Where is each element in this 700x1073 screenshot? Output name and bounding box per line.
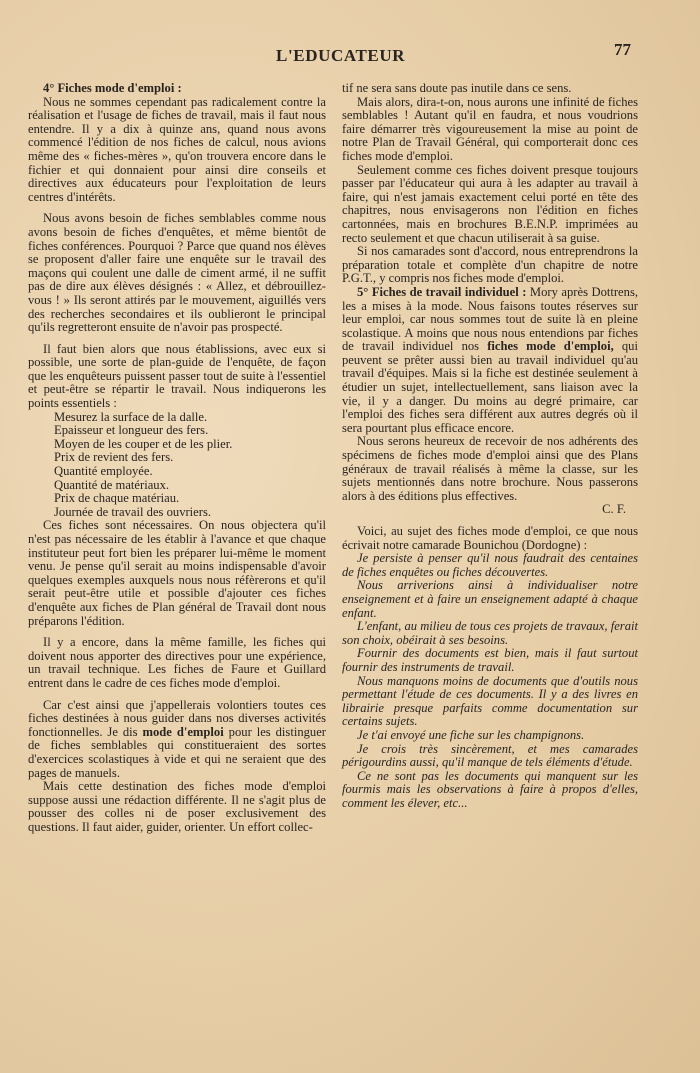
page-header [0,40,700,70]
text-run: Mory après Dottrens, les a mises à la mode. Nous faisons toutes réserves sur leur emploi, car nous sommes tout de suite là en pleine scolastique. A moins que nous nous entendions par fiches de travail individuel nos [342,284,638,354]
text-run: qui peuvent se prêter aussi bien au travail individuel qu'au travail d'équipes. Mais si la fiche est destinée seulement à étudier un sujet, intellectuellement, sans liaison avec la vie, il y a danger. Du moins au degré primaire, car l'emploi des fiches sera différent aux autres degrés où il sera pourtant plus efficace encore. [342,339,638,435]
paragraph: Nous ne sommes cependant pas radicalement contre la réalisation et l'usage de fiches de travail, mais il faut nous entendre. Il y a dix à quinze ans, quand nous avons commencé l'édition de nos fiches de calcul, nous avions même des « fiches-mères », qu'on trouvera encore dans le fichier et qui donnaient pour ainsi dire conseils et directives aux éducateurs pour l'exploitation de leurs centres d'intérêts. [28,94,326,204]
paragraph: Nous avons besoin de fiches semblables comme nous avons besoin de fiches d'enquêtes, et même bientôt de fiches conférences. Pourquoi ? Parce que quand nos élèves se proposent d'aller faire une enquête sur le travail des maçons qui coulent une dalle de ciment armé, il ne suffit pas de dire aux élèves désignés : « Allez, et débrouillez-vous ! » Ils seront attirés par le mouvement, aiguillés vers des recherches secondaires et ils oublieront le principal qu'ils regretteront ensuite de n'avoir pas prospecté. [28,211,326,335]
quote-paragraph: Je persiste à penser qu'il nous faudrait des centaines de fiches enquêtes ou fiches découvertes. [342,551,638,579]
paragraph: Mais alors, dira-t-on, nous aurons une infinité de fiches semblables ! Autant qu'il en faudra, et nous voudrions faire démarrer très vigoureusement la mise au point de notre Plan de Travail Général, qui comporterait donc ces fiches mode d'emploi. [342,94,638,163]
paragraph: Seulement comme ces fiches doivent presque toujours passer par l'éducateur qui aura à les adapter au travail à faire, qui n'est jamais exactement celui porté en tête des chapitres, nous envisagerons non l'édition en fiches cartonnées, mais en brochures B.E.N.P. imprimées au recto seulement et que chacun utiliserait à sa guise. [342,162,638,245]
quote-paragraph: Nous arriverions ainsi à individualiser notre enseignement et à faire un enseignement adapté à chaque enfant. [342,578,638,620]
list-item: Quantité employée. [54,464,153,479]
quote-paragraph: L'enfant, au milieu de tous ces projets de travaux, ferait son choix, obéirait à ses besoins. [342,619,638,647]
list-item: Epaisseur et longueur des fers. [54,423,209,438]
essential-points-list [28,411,326,520]
list-item: Prix de revient des fers. [54,450,174,465]
paragraph: Nous serons heureux de recevoir de nos adhérents des spécimens de fiches mode d'emploi ainsi que des Plans généraux de travail réalisés à même la classe, sur les sujets mentionnés dans notre brochure. Nous passerons alors à des éditions plus effectives. [342,434,638,503]
paragraph: Il faut bien alors que nous établissions, avec eux si possible, une sorte de plan-guide de l'enquête, de façon que les enquêteurs puissent passer tout de suite à l'essentiel et peut-être se répartir le travail. Nous indiquerons les points essentiels : [28,341,326,411]
paragraph: Voici, au sujet des fiches mode d'emploi, ce que nous écrivait notre camarade Bounichou (Dordogne) : [342,524,638,552]
paragraph: tif ne sera sans doute pas inutile dans ce sens. [342,81,572,95]
paragraph [28,699,326,781]
quote-paragraph: Fournir des documents est bien, mais il faut surtout fournir des instruments de travail. [342,646,638,674]
quoted-letter [342,552,638,810]
signature: C. F. [602,502,626,517]
paragraph: Il y a encore, dans la même famille, les fiches qui doivent nous apporter des directives pour une expérience, un travail technique. Les fiches de Faure et Guillard entrent dans le cadre de ces fiches mode d'emploi. [28,635,326,690]
paragraph: Mais cette destination des fiches mode d'emploi suppose aussi une rédaction différente. Il ne s'agit plus de pousser des colles ni de poser exclusivement des questions. Il faut aider, guider, orienter. Un effort collec- [28,779,326,834]
quote-paragraph: Je t'ai envoyé une fiche sur les champignons. [357,727,585,742]
text-run: Car c'est ainsi que j'appellerais volontiers toutes ces fiches destinées à nous guider dans nos diverses activités fonctionnelles. Je dis [28,697,326,739]
quote-paragraph: Je crois très sincèrement, et mes camarades périgourdins aussi, qu'il manque de tels éléments d'étude. [342,741,638,770]
page-number: 77 [614,40,631,59]
list-item: Journée de travail des ouvriers. [54,504,212,519]
paragraph: Si nos camarades sont d'accord, nous entreprendrons la préparation totale et complète d'un chapitre de notre P.G.T., y compris nos fiches mode d'emploi. [342,244,638,286]
journal-title: L'EDUCATEUR [276,46,406,65]
text-run: pour les distinguer de fiches semblables qui constitueraient des sortes d'exercices scolastiques à vide et qui ne seraient que des pages de manuels. [28,724,326,780]
right-column [342,82,638,810]
list-item: Moyen de les couper et de les plier. [54,436,233,451]
quote-paragraph: Ce ne sont pas les documents qui manquent sur les fourmis mais les observations à faire à propos d'elles, comment les élever, etc... [342,768,638,810]
list-item: Mesurez la surface de la dalle. [54,409,208,424]
section-4-heading: 4° Fiches mode d'emploi : [43,81,182,95]
list-item: Quantité de matériaux. [54,477,170,492]
bold-term: mode d'emploi [142,724,224,739]
left-column [28,82,326,834]
quote-paragraph: Nous manquons moins de documents que d'outils nous permettant l'étude de ces documents. Il y a des livres en librairie presque parfaits comme documentation sur certains sujets. [342,673,638,729]
paragraph [342,286,638,436]
list-item: Prix de chaque matériau. [54,491,180,506]
paragraph: Ces fiches sont nécessaires. On nous objectera qu'il n'est pas nécessaire de les établir à l'avance et que chaque instituteur peut fort bien les préparer lui-même le moment venu. Je pense qu'il serait au moins indispensable d'avoir quelques exemples auxquels nous nous réfèrerons et qu'il serait peut-être utile et possible d'ajouter ces fiches d'enquête aux fiches de Plan général de Travail dont nous préparons l'édition. [28,518,326,628]
section-5-heading: 5° Fiches de travail individuel : [357,284,527,299]
bold-term: fiches mode d'emploi, [487,339,614,354]
